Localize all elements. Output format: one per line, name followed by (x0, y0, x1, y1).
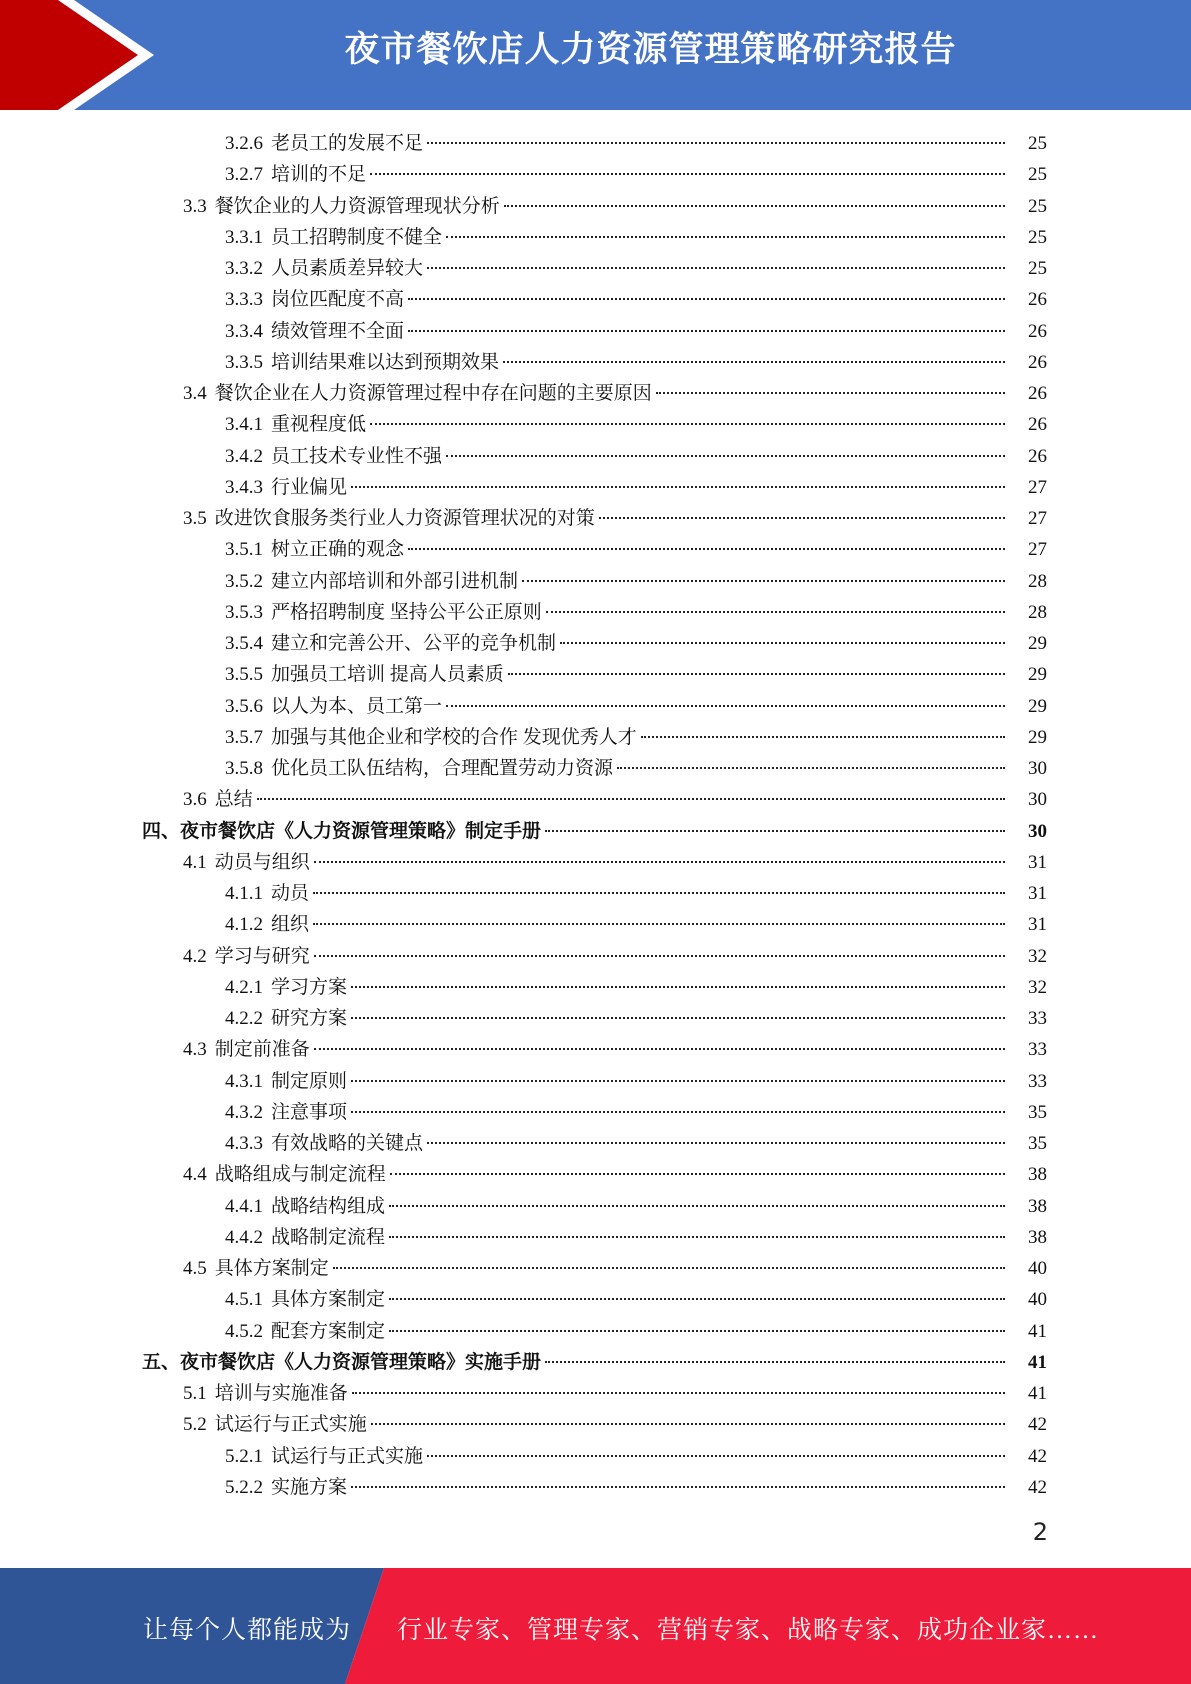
table-of-contents (0, 128, 1191, 1503)
toc-entry-page: 35 (1028, 1133, 1047, 1154)
toc-dot-leader (389, 1330, 1005, 1332)
toc-entry-number: 3.3.1 (225, 226, 263, 248)
toc-dot-leader (599, 517, 1005, 519)
toc-entry-page: 42 (1028, 1414, 1047, 1436)
toc-entry[interactable] (0, 909, 1191, 940)
toc-entry-number: 3.4.1 (225, 414, 263, 436)
toc-entry-page: 26 (1028, 445, 1047, 467)
toc-entry-page: 28 (1028, 570, 1047, 592)
toc-entry-page: 26 (1028, 414, 1047, 436)
toc-entry-title: 培训与实施准备 (214, 1383, 348, 1404)
toc-entry-title: 员工招聘制度不健全 (271, 226, 443, 248)
toc-entry-number: 5.2.2 (225, 1476, 263, 1498)
toc-entry[interactable] (0, 128, 1191, 159)
toc-entry[interactable] (0, 1441, 1191, 1472)
toc-entry-title: 动员 (271, 883, 310, 904)
toc-dot-leader (446, 236, 1005, 238)
toc-entry-page: 27 (1028, 539, 1047, 561)
toc-entry[interactable] (0, 1034, 1191, 1065)
toc-entry-title: 战略结构组成 (271, 1195, 386, 1217)
toc-dot-leader (351, 1017, 1005, 1019)
toc-entry[interactable] (0, 253, 1191, 284)
toc-dot-leader (427, 142, 1005, 144)
toc-entry-number: 3.5.3 (225, 601, 263, 623)
toc-entry-title: 严格招聘制度 坚持公平公正原则 (271, 601, 542, 623)
toc-entry-page: 26 (1028, 383, 1047, 404)
toc-entry-title: 有效战略的关键点 (271, 1133, 424, 1154)
toc-entry-number: 3.5.2 (225, 570, 263, 592)
toc-dot-leader (545, 1361, 1005, 1363)
toc-entry-number: 3.2.7 (225, 164, 263, 186)
toc-entry-number: 5.1 (183, 1383, 207, 1404)
toc-entry-title: 树立正确的观念 (271, 539, 405, 561)
toc-entry-title: 餐饮企业的人力资源管理现状分析 (214, 195, 500, 217)
toc-dot-leader (370, 173, 1005, 175)
toc-entry[interactable] (0, 722, 1191, 753)
toc-entry-title: 绩效管理不全面 (271, 320, 405, 342)
toc-entry[interactable] (0, 1003, 1191, 1034)
toc-entry-number: 4.5.2 (225, 1320, 263, 1342)
toc-entry[interactable] (0, 284, 1191, 315)
toc-entry-page: 33 (1028, 1039, 1047, 1061)
toc-dot-leader (313, 923, 1005, 925)
toc-entry-number: 5.2 (183, 1414, 207, 1436)
toc-entry-number: 3.5.1 (225, 539, 263, 561)
toc-entry-number: 4.1.2 (225, 914, 263, 936)
toc-entry[interactable] (0, 1284, 1191, 1315)
toc-entry[interactable] (0, 1378, 1191, 1409)
toc-entry-number: 4.3.3 (225, 1133, 263, 1154)
toc-entry-title: 人员素质差异较大 (271, 258, 424, 279)
toc-entry-page: 38 (1028, 1195, 1047, 1217)
toc-entry-title: 实施方案 (271, 1476, 348, 1498)
toc-dot-leader (389, 1236, 1005, 1238)
toc-entry-title: 加强员工培训 提高人员素质 (271, 664, 504, 686)
toc-dot-leader (446, 705, 1005, 707)
toc-entry-number: 3.5.6 (225, 695, 263, 717)
toc-dot-leader (351, 486, 1005, 488)
toc-entry-title: 战略组成与制定流程 (214, 1164, 386, 1186)
toc-entry-title: 五、夜市餐饮店《人力资源管理策略》实施手册 (142, 1351, 542, 1373)
toc-entry-page: 29 (1028, 664, 1047, 686)
toc-entry-title: 老员工的发展不足 (271, 133, 424, 154)
toc-entry-number: 3.5.4 (225, 633, 263, 654)
toc-entry-title: 餐饮企业在人力资源管理过程中存在问题的主要原因 (214, 383, 652, 404)
toc-entry-title: 建立内部培训和外部引进机制 (271, 570, 519, 592)
toc-entry-title: 动员与组织 (214, 851, 310, 873)
footer-slogan-right: 行业专家、管理专家、营销专家、战略专家、成功企业家…… (397, 1617, 1100, 1644)
toc-entry[interactable] (0, 441, 1191, 472)
toc-entry-title: 组织 (271, 914, 310, 936)
toc-dot-leader (389, 1205, 1005, 1207)
toc-entry-number: 3.5.7 (225, 726, 263, 748)
toc-entry-title: 制定前准备 (214, 1039, 310, 1061)
toc-entry[interactable] (0, 597, 1191, 628)
toc-entry[interactable] (0, 503, 1191, 534)
toc-entry[interactable] (0, 659, 1191, 690)
toc-dot-leader (390, 1173, 1005, 1175)
toc-entry-page: 41 (1028, 1351, 1047, 1373)
toc-entry-page: 27 (1028, 508, 1047, 529)
toc-entry-title: 学习方案 (271, 976, 348, 998)
toc-entry-title: 具体方案制定 (214, 1258, 329, 1279)
toc-entry-page: 42 (1028, 1476, 1047, 1498)
toc-entry-number: 3.6 (183, 789, 207, 811)
toc-dot-leader (351, 1080, 1005, 1082)
toc-entry-number: 5.2.1 (225, 1445, 263, 1467)
toc-entry-title: 具体方案制定 (271, 1289, 386, 1311)
toc-dot-leader (389, 1298, 1005, 1300)
toc-entry[interactable] (0, 347, 1191, 378)
toc-entry-number: 3.3.3 (225, 289, 263, 311)
toc-entry-page: 29 (1028, 633, 1047, 654)
toc-entry-title: 总结 (214, 789, 253, 811)
toc-entry-number: 4.4.2 (225, 1226, 263, 1248)
toc-entry-page: 41 (1028, 1320, 1047, 1342)
toc-dot-leader (351, 986, 1005, 988)
toc-entry-page: 40 (1028, 1289, 1047, 1311)
toc-entry-number: 3.5.5 (225, 664, 263, 686)
toc-entry-page: 41 (1028, 1383, 1047, 1404)
toc-entry[interactable] (0, 472, 1191, 503)
toc-entry-title: 重视程度低 (271, 414, 367, 436)
toc-entry-page: 30 (1028, 758, 1047, 779)
toc-dot-leader (408, 330, 1005, 332)
toc-entry-title: 员工技术专业性不强 (271, 445, 443, 467)
toc-entry-page: 26 (1028, 351, 1047, 373)
toc-entry[interactable] (0, 1316, 1191, 1347)
toc-entry-number: 4.1 (183, 851, 207, 873)
document-title: 夜市餐饮店人力资源管理策略研究报告 (344, 30, 957, 70)
toc-entry-page: 33 (1028, 1070, 1047, 1092)
toc-entry-page: 29 (1028, 695, 1047, 717)
toc-dot-leader (370, 423, 1005, 425)
toc-dot-leader (446, 455, 1005, 457)
toc-dot-leader (314, 1048, 1005, 1050)
toc-entry-page: 32 (1028, 945, 1047, 967)
toc-entry-title: 建立和完善公开、公平的竞争机制 (271, 633, 557, 654)
toc-dot-leader (503, 361, 1005, 363)
toc-entry[interactable] (0, 222, 1191, 253)
toc-entry[interactable] (0, 972, 1191, 1003)
toc-entry-page: 27 (1028, 476, 1047, 498)
toc-dot-leader (546, 611, 1005, 613)
toc-entry-title: 制定原则 (271, 1070, 348, 1092)
toc-entry-title: 培训结果难以达到预期效果 (271, 351, 500, 373)
page-header (0, 0, 1191, 110)
toc-entry-number: 4.3.2 (225, 1101, 263, 1123)
toc-dot-leader (314, 861, 1005, 863)
toc-entry-page: 25 (1028, 164, 1047, 186)
toc-entry-page: 38 (1028, 1164, 1047, 1186)
toc-dot-leader (656, 392, 1005, 394)
toc-entry[interactable] (0, 784, 1191, 815)
toc-dot-leader (314, 955, 1005, 957)
toc-entry[interactable] (0, 1159, 1191, 1190)
toc-entry[interactable] (0, 191, 1191, 222)
toc-entry-number: 3.3.4 (225, 320, 263, 342)
toc-entry[interactable] (0, 1347, 1191, 1378)
toc-entry-title: 学习与研究 (214, 945, 310, 967)
page-footer (0, 1568, 1191, 1684)
toc-dot-leader (351, 1486, 1005, 1488)
toc-entry-title: 四、夜市餐饮店《人力资源管理策略》制定手册 (142, 820, 542, 842)
toc-entry-number: 4.4.1 (225, 1195, 263, 1217)
toc-entry-page: 26 (1028, 320, 1047, 342)
toc-entry-number: 3.3 (183, 195, 207, 217)
toc-entry[interactable] (0, 691, 1191, 722)
toc-dot-leader (641, 736, 1005, 738)
toc-entry-number: 3.5 (183, 508, 207, 529)
toc-entry-number: 4.4 (183, 1164, 207, 1186)
toc-entry-number: 4.3 (183, 1039, 207, 1061)
footer-slogan-left: 让每个人都能成为 (143, 1617, 352, 1644)
toc-entry[interactable] (0, 1066, 1191, 1097)
toc-entry-page: 31 (1028, 883, 1047, 904)
toc-entry-page: 42 (1028, 1445, 1047, 1467)
toc-dot-leader (333, 1267, 1005, 1269)
toc-dot-leader (545, 830, 1005, 832)
toc-entry-page: 30 (1028, 789, 1047, 811)
toc-entry-title: 加强与其他企业和学校的合作 发现优秀人才 (271, 726, 637, 748)
toc-entry[interactable] (0, 941, 1191, 972)
toc-entry-number: 3.2.6 (225, 133, 263, 154)
toc-dot-leader (522, 580, 1005, 582)
toc-entry-page: 40 (1028, 1258, 1047, 1279)
toc-dot-leader (351, 1111, 1005, 1113)
toc-entry-number: 4.5 (183, 1258, 207, 1279)
toc-entry-number: 4.2.2 (225, 1008, 263, 1029)
toc-entry-title: 优化员工队伍结构，合理配置劳动力资源 (271, 758, 614, 779)
toc-dot-leader (508, 673, 1005, 675)
toc-entry-number: 3.5.8 (225, 758, 263, 779)
toc-entry[interactable] (0, 378, 1191, 409)
toc-entry-number: 4.3.1 (225, 1070, 263, 1092)
toc-entry-number: 4.2.1 (225, 976, 263, 998)
toc-entry-title: 岗位匹配度不高 (271, 289, 405, 311)
toc-entry-title: 试运行与正式实施 (214, 1414, 367, 1436)
toc-dot-leader (408, 298, 1005, 300)
toc-entry-number: 3.4 (183, 383, 207, 404)
toc-dot-leader (352, 1392, 1005, 1394)
toc-entry-number: 4.5.1 (225, 1289, 263, 1311)
toc-entry-title: 改进饮食服务类行业人力资源管理状况的对策 (214, 508, 595, 529)
toc-entry-page: 35 (1028, 1101, 1047, 1123)
toc-entry-page: 25 (1028, 226, 1047, 248)
toc-entry-page: 28 (1028, 601, 1047, 623)
toc-dot-leader (617, 767, 1005, 769)
toc-dot-leader (313, 892, 1005, 894)
toc-dot-leader (427, 267, 1005, 269)
toc-entry[interactable] (0, 1409, 1191, 1440)
toc-entry-title: 培训的不足 (271, 164, 367, 186)
toc-entry[interactable] (0, 566, 1191, 597)
toc-dot-leader (427, 1142, 1005, 1144)
toc-entry-page: 30 (1028, 820, 1047, 842)
toc-entry-title: 战略制定流程 (271, 1226, 386, 1248)
page-number: 2 (1032, 1518, 1048, 1546)
toc-entry-page: 31 (1028, 851, 1047, 873)
toc-entry[interactable] (0, 1128, 1191, 1159)
toc-entry[interactable] (0, 1191, 1191, 1222)
toc-entry-number: 4.1.1 (225, 883, 263, 904)
toc-entry[interactable] (0, 878, 1191, 909)
toc-entry[interactable] (0, 816, 1191, 847)
toc-entry-page: 32 (1028, 976, 1047, 998)
toc-entry[interactable] (0, 1253, 1191, 1284)
toc-entry-number: 3.3.2 (225, 258, 263, 279)
toc-dot-leader (427, 1455, 1005, 1457)
toc-entry[interactable] (0, 534, 1191, 565)
toc-entry-title: 行业偏见 (271, 476, 348, 498)
toc-entry[interactable] (0, 1097, 1191, 1128)
toc-entry-page: 25 (1028, 133, 1047, 154)
toc-entry[interactable] (0, 1222, 1191, 1253)
toc-entry-title: 试运行与正式实施 (271, 1445, 424, 1467)
toc-entry-title: 以人为本、员工第一 (271, 695, 443, 717)
toc-entry[interactable] (0, 159, 1191, 190)
toc-entry[interactable] (0, 847, 1191, 878)
toc-entry-page: 31 (1028, 914, 1047, 936)
toc-entry-number: 3.4.2 (225, 445, 263, 467)
toc-entry-page: 25 (1028, 258, 1047, 279)
toc-dot-leader (408, 548, 1005, 550)
toc-dot-leader (371, 1423, 1005, 1425)
toc-entry-page: 29 (1028, 726, 1047, 748)
toc-entry[interactable] (0, 628, 1191, 659)
toc-dot-leader (560, 642, 1005, 644)
toc-entry-title: 研究方案 (271, 1008, 348, 1029)
toc-entry-number: 3.3.5 (225, 351, 263, 373)
toc-dot-leader (257, 798, 1005, 800)
toc-entry-title: 配套方案制定 (271, 1320, 386, 1342)
toc-entry-page: 38 (1028, 1226, 1047, 1248)
toc-entry[interactable] (0, 753, 1191, 784)
toc-entry-title: 注意事项 (271, 1101, 348, 1123)
toc-entry[interactable] (0, 409, 1191, 440)
toc-entry-number: 3.4.3 (225, 476, 263, 498)
toc-entry[interactable] (0, 316, 1191, 347)
toc-entry-page: 25 (1028, 195, 1047, 217)
toc-entry-page: 26 (1028, 289, 1047, 311)
toc-entry-number: 4.2 (183, 945, 207, 967)
toc-entry[interactable] (0, 1472, 1191, 1503)
toc-dot-leader (504, 205, 1005, 207)
toc-entry-page: 33 (1028, 1008, 1047, 1029)
